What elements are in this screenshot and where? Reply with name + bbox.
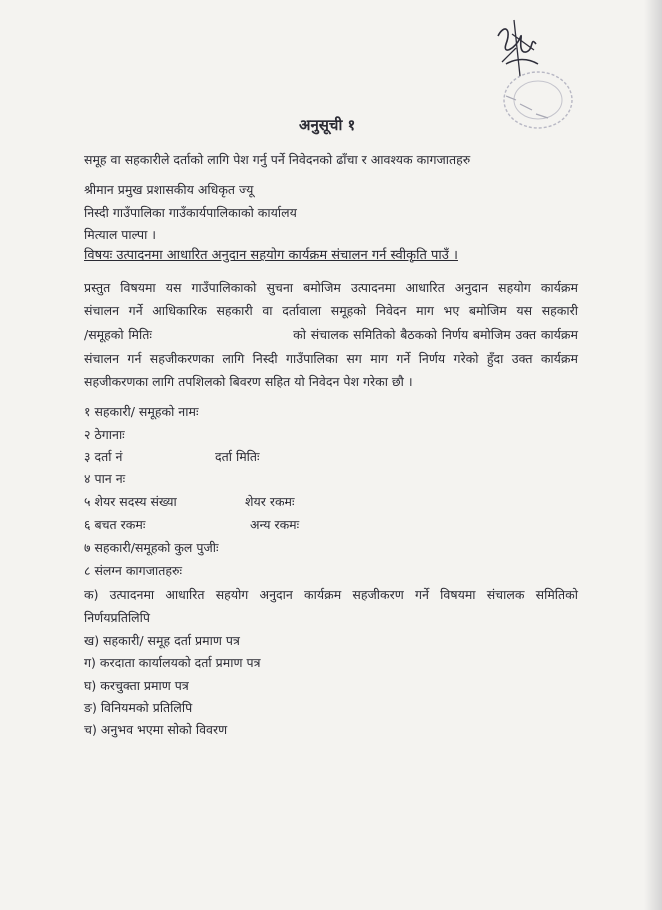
intro-line: समूह वा सहकारीले दर्ताको लागि पेश गर्नु पर्ने निवेदनको ढाँचा र आवश्यक कागजातहरु: [84, 152, 471, 167]
attachment-item-continued: निर्णयप्रतिलिपि: [84, 610, 150, 625]
attachment-item: च) अनुभव भएमा सोको विवरण: [84, 722, 228, 737]
addressee-line: निस्दी गाउँपालिका गाउँकार्यपालिकाको कार्यालय: [84, 205, 297, 220]
addressee-line: श्रीमान प्रमुख प्रशासकीय अधिकृत ज्यू: [84, 182, 254, 197]
field-pan-no: ४ पान नः: [84, 471, 126, 486]
field-share-amount: शेयर रकमः: [245, 494, 295, 509]
attachment-item: ग) करदाता कार्यालयको दर्ता प्रमाण पत्र: [84, 655, 261, 670]
body-line: संचालन गर्ने आधिकारिक सहकारी वा दर्तावाला समूहको निवेदन माग भए बमोजिम यस सहकारी: [84, 303, 578, 318]
attachment-item: क) उत्पादनमा आधारित सहयोग अनुदान कार्यक्रम सहजीकरण गर्ने विषयमा संचालक समितिको: [84, 587, 578, 602]
signature-stamp-icon: [476, 14, 576, 132]
field-attachments-heading: ८ संलग्न कागजातहरुः: [84, 563, 182, 578]
body-line: /समूहको मितिः को संचालक समितिको बैठकको निर्णय बमोजिम उक्त कार्यक्रम: [84, 327, 578, 342]
field-other-amount: अन्य रकमः: [250, 517, 300, 532]
subject-line: विषयः उत्पादनमा आधारित अनुदान सहयोग कार्यक्रम संचालन गर्न स्वीकृति पाउँ ।: [84, 248, 458, 263]
attachment-item: ख) सहकारी/ समूह दर्ता प्रमाण पत्र: [84, 633, 240, 648]
field-address: २ ठेगानाः: [84, 427, 125, 442]
attachment-item: घ) करचुक्ता प्रमाण पत्र: [84, 678, 189, 693]
field-total-capital: ७ सहकारी/समूहको कुल पुजीः: [84, 540, 219, 555]
scan-edge-shadow: [644, 0, 662, 910]
field-savings-amount: ६ बचत रकमः: [84, 517, 146, 532]
field-registration-date: दर्ता मितिः: [215, 449, 260, 464]
field-registration-no: ३ दर्ता नं: [84, 449, 123, 464]
field-share-members: ५ शेयर सदस्य संख्या: [84, 494, 177, 509]
body-line: सहजीकरणका लागि तपशिलको बिवरण सहित यो निवेदन पेश गरेका छौ ।: [84, 374, 413, 389]
addressee-line: मित्याल पाल्पा ।: [84, 227, 157, 242]
body-line: संचालन गर्न सहजीकरणका लागि निस्दी गाउँपालिका सग माग गर्ने निर्णय गरेको हुँदा उक्त कार्यक्रम: [84, 351, 578, 366]
field-name: १ सहकारी/ समूहको नामः: [84, 404, 199, 419]
attachment-item: ङ) विनियमको प्रतिलिपि: [84, 700, 193, 715]
page-title: अनुसूची १: [299, 116, 356, 134]
body-line: प्रस्तुत विषयमा यस गाउँपालिकाको सुचना बमोजिम उत्पादनमा आधारित अनुदान सहयोग कार्यक्रम: [84, 280, 578, 295]
